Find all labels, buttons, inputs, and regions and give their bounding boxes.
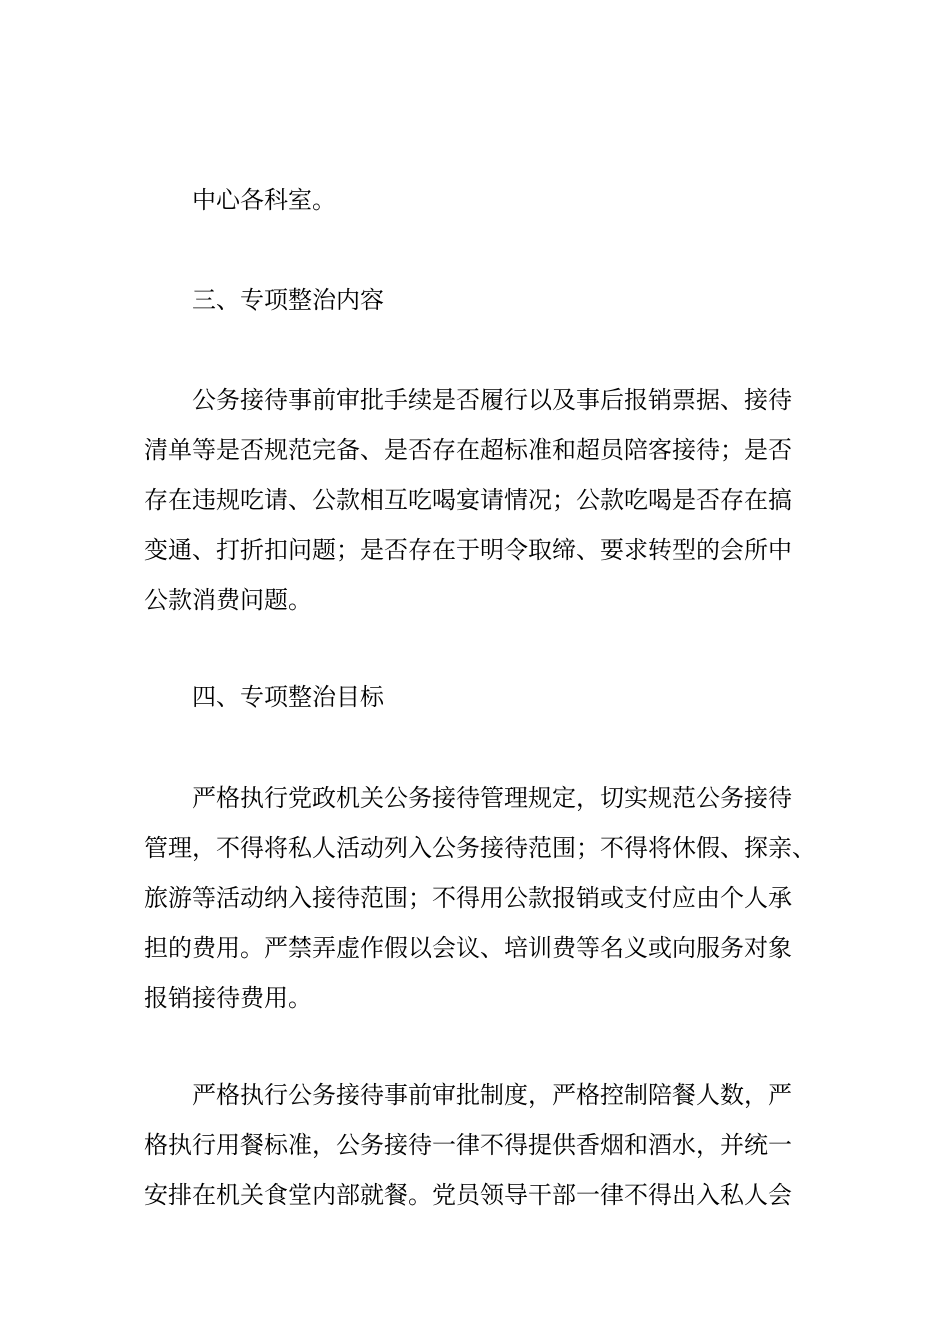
text-line: 变通、打折扣问题；是否存在于明令取缔、要求转型的会所中 bbox=[144, 536, 792, 564]
text-line: 安排在机关食堂内部就餐。党员领导干部一律不得出入私人会 bbox=[144, 1181, 792, 1209]
paragraph-continuation bbox=[144, 175, 814, 225]
paragraph-goals-1 bbox=[144, 773, 814, 1023]
text-line: 管理，不得将私人活动列入公务接待范围；不得将休假、探亲、 bbox=[144, 834, 816, 862]
text-line: 清单等是否规范完备、是否存在超标准和超员陪客接待；是否 bbox=[144, 436, 792, 464]
text-line: 严格执行党政机关公务接待管理规定，切实规范公务接待 bbox=[192, 784, 792, 812]
paragraph-content bbox=[144, 375, 814, 625]
text-line: 公务接待事前审批手续是否履行以及事后报销票据、接待 bbox=[192, 386, 792, 414]
text-line: 严格执行公务接待事前审批制度，严格控制陪餐人数，严 bbox=[192, 1081, 792, 1109]
heading-text: 四、专项整治目标 bbox=[192, 683, 384, 711]
text-line: 报销接待费用。 bbox=[144, 984, 312, 1012]
text-line: 中心各科室。 bbox=[192, 186, 336, 214]
section-heading-4 bbox=[144, 672, 814, 722]
paragraph-goals-2 bbox=[144, 1070, 814, 1220]
text-line: 公款消费问题。 bbox=[144, 586, 312, 614]
section-heading-3 bbox=[144, 275, 814, 325]
text-line: 担的费用。严禁弄虚作假以会议、培训费等名义或向服务对象 bbox=[144, 934, 792, 962]
text-line: 旅游等活动纳入接待范围；不得用公款报销或支付应由个人承 bbox=[144, 884, 792, 912]
text-line: 存在违规吃请、公款相互吃喝宴请情况；公款吃喝是否存在搞 bbox=[144, 486, 792, 514]
text-line: 格执行用餐标准，公务接待一律不得提供香烟和酒水，并统一 bbox=[144, 1131, 792, 1159]
heading-text: 三、专项整治内容 bbox=[192, 286, 384, 314]
